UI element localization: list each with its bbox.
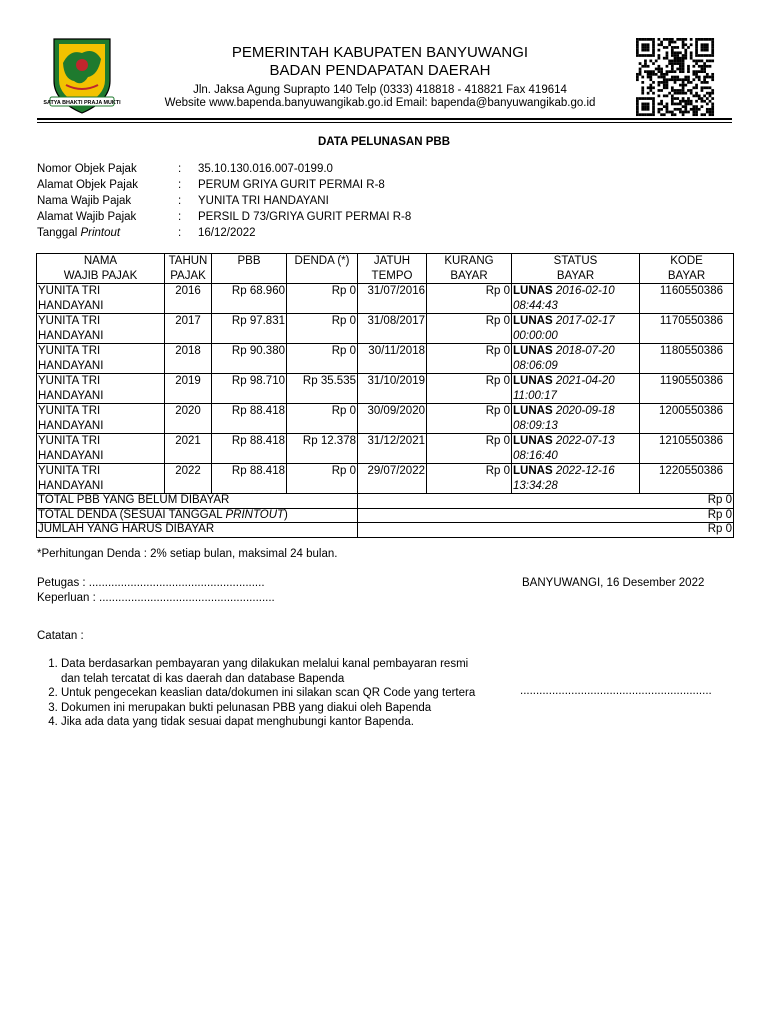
- cell-payment-code: 1190550386: [640, 374, 734, 404]
- cell-penalty: Rp 12.378: [287, 434, 358, 464]
- penalty-footnote: *Perhitungan Denda : 2% setiap bulan, maksimal 24 bulan.: [37, 548, 338, 560]
- column-header-payment-code: KODE BAYAR: [640, 254, 734, 284]
- info-label: Tanggal Printout: [37, 227, 121, 239]
- cell-outstanding: Rp 0: [427, 374, 512, 404]
- table-row: [37, 314, 734, 344]
- info-colon: :: [178, 195, 182, 207]
- cell-payment-code: 1160550386: [640, 284, 734, 314]
- table-row: [37, 434, 734, 464]
- cell-status: LUNAS 2020-09-18 08:09:13: [512, 404, 640, 434]
- info-row-printout-date: [37, 227, 737, 243]
- cell-name: YUNITA TRI HANDAYANI: [37, 404, 165, 434]
- cell-outstanding: Rp 0: [427, 344, 512, 374]
- note-item: 3. Dokumen ini merupakan bukti pelunasan PBB yang diakui oleh Bapenda: [61, 701, 517, 716]
- payment-table: [36, 253, 734, 538]
- cell-status: LUNAS 2018-07-20 08:06:09: [512, 344, 640, 374]
- cell-status: LUNAS 2021-04-20 11:00:17: [512, 374, 640, 404]
- cell-penalty: Rp 0: [287, 404, 358, 434]
- cell-pbb: Rp 90.380: [212, 344, 287, 374]
- qr-code: [634, 38, 716, 116]
- cell-name: YUNITA TRI HANDAYANI: [37, 344, 165, 374]
- total-value: Rp 0: [358, 494, 734, 509]
- cell-year: 2016: [165, 284, 212, 314]
- cell-name: YUNITA TRI HANDAYANI: [37, 464, 165, 494]
- info-row-object-number: [37, 163, 737, 179]
- cell-pbb: Rp 68.960: [212, 284, 287, 314]
- info-value: PERSIL D 73/GRIYA GURIT PERMAI R-8: [198, 211, 412, 223]
- info-value: PERUM GRIYA GURIT PERMAI R-8: [198, 179, 385, 191]
- signature-line: ............................................................: [520, 685, 712, 697]
- cell-payment-code: 1200550386: [640, 404, 734, 434]
- cell-payment-code: 1180550386: [640, 344, 734, 374]
- info-row-object-address: [37, 179, 737, 195]
- header-agency-name: BADAN PENDAPATAN DAERAH: [269, 62, 491, 79]
- info-colon: :: [178, 163, 182, 175]
- cell-outstanding: Rp 0: [427, 404, 512, 434]
- table-row: [37, 374, 734, 404]
- info-row-taxpayer-address: [37, 211, 737, 227]
- cell-name: YUNITA TRI HANDAYANI: [37, 284, 165, 314]
- cell-payment-code: 1220550386: [640, 464, 734, 494]
- cell-year: 2020: [165, 404, 212, 434]
- cell-due-date: 31/10/2019: [358, 374, 427, 404]
- cell-outstanding: Rp 0: [427, 284, 512, 314]
- cell-year: 2022: [165, 464, 212, 494]
- note-item: 4. Jika ada data yang tidak sesuai dapat menghubungi kantor Bapenda.: [61, 715, 517, 730]
- place-and-date: BANYUWANGI, 16 Desember 2022: [522, 577, 705, 589]
- total-row-penalty: [37, 508, 734, 523]
- cell-outstanding: Rp 0: [427, 314, 512, 344]
- column-header-penalty: DENDA (*): [287, 254, 358, 284]
- cell-status: LUNAS 2017-02-17 00:00:00: [512, 314, 640, 344]
- cell-outstanding: Rp 0: [427, 434, 512, 464]
- cell-penalty: Rp 35.535: [287, 374, 358, 404]
- total-row-pbb: [37, 494, 734, 509]
- cell-name: YUNITA TRI HANDAYANI: [37, 434, 165, 464]
- cell-due-date: 31/08/2017: [358, 314, 427, 344]
- cell-penalty: Rp 0: [287, 344, 358, 374]
- info-label: Alamat Objek Pajak: [37, 179, 138, 191]
- table-row: [37, 344, 734, 374]
- info-value: 16/12/2022: [198, 227, 256, 239]
- column-header-year: TAHUN PAJAK: [165, 254, 212, 284]
- header-contact: Website www.bapenda.banyuwangikab.go.id Email: bapenda@banyuwangikab.go.id: [164, 97, 596, 109]
- notes-title: Catatan :: [37, 630, 84, 642]
- total-label: TOTAL DENDA (SESUAI TANGGAL PRINTOUT): [37, 508, 358, 523]
- cell-status: LUNAS 2022-07-13 08:16:40: [512, 434, 640, 464]
- cell-year: 2018: [165, 344, 212, 374]
- cell-status: LUNAS 2022-12-16 13:34:28: [512, 464, 640, 494]
- info-value: YUNITA TRI HANDAYANI: [198, 195, 329, 207]
- cell-status: LUNAS 2016-02-10 08:44:43: [512, 284, 640, 314]
- column-header-status: STATUS BAYAR: [512, 254, 640, 284]
- officer-field: Petugas : .......................................................: [37, 577, 265, 589]
- cell-name: YUNITA TRI HANDAYANI: [37, 314, 165, 344]
- header-divider-thin: [37, 122, 732, 123]
- table-row: [37, 404, 734, 434]
- cell-name: YUNITA TRI HANDAYANI: [37, 374, 165, 404]
- table-row: [37, 284, 734, 314]
- document-title: DATA PELUNASAN PBB: [317, 136, 451, 148]
- info-value: 35.10.130.016.007-0199.0: [198, 163, 333, 175]
- total-value: Rp 0: [358, 523, 734, 538]
- header-divider-thick: [37, 118, 732, 120]
- table-header-row: [37, 254, 734, 284]
- header-address: Jln. Jaksa Agung Suprapto 140 Telp (0333) 418818 - 418821 Fax 419614: [193, 84, 567, 96]
- cell-pbb: Rp 88.418: [212, 434, 287, 464]
- info-row-taxpayer-name: [37, 195, 737, 211]
- purpose-field: Keperluan : .......................................................: [37, 592, 275, 604]
- table-row: [37, 464, 734, 494]
- info-colon: :: [178, 211, 182, 223]
- info-label: Nomor Objek Pajak: [37, 163, 137, 175]
- total-label: JUMLAH YANG HARUS DIBAYAR: [37, 523, 358, 538]
- cell-penalty: Rp 0: [287, 464, 358, 494]
- total-value: Rp 0: [358, 508, 734, 523]
- total-row-amount-due: [37, 523, 734, 538]
- total-label: TOTAL PBB YANG BELUM DIBAYAR: [37, 494, 358, 509]
- info-label: Alamat Wajib Pajak: [37, 211, 137, 223]
- cell-due-date: 31/12/2021: [358, 434, 427, 464]
- cell-year: 2021: [165, 434, 212, 464]
- column-header-due-date: JATUH TEMPO: [358, 254, 427, 284]
- note-item: 1. Data berdasarkan pembayaran yang dilakukan melalui kanal pembayaran resmi dan telah tercatat di kas daerah dan database Bapenda: [61, 657, 517, 686]
- cell-due-date: 29/07/2022: [358, 464, 427, 494]
- cell-year: 2017: [165, 314, 212, 344]
- cell-due-date: 30/09/2020: [358, 404, 427, 434]
- regency-emblem-logo: [43, 35, 121, 115]
- column-header-pbb: PBB: [212, 254, 287, 284]
- cell-payment-code: 1170550386: [640, 314, 734, 344]
- notes-list: [37, 657, 517, 730]
- column-header-name: NAMA WAJIB PAJAK: [37, 254, 165, 284]
- cell-payment-code: 1210550386: [640, 434, 734, 464]
- cell-pbb: Rp 98.710: [212, 374, 287, 404]
- cell-year: 2019: [165, 374, 212, 404]
- cell-penalty: Rp 0: [287, 284, 358, 314]
- info-label: Nama Wajib Pajak: [37, 195, 132, 207]
- info-colon: :: [178, 179, 182, 191]
- cell-pbb: Rp 88.418: [212, 404, 287, 434]
- cell-due-date: 31/07/2016: [358, 284, 427, 314]
- column-header-outstanding: KURANG BAYAR: [427, 254, 512, 284]
- header-government-name: PEMERINTAH KABUPATEN BANYUWANGI: [231, 44, 529, 61]
- cell-penalty: Rp 0: [287, 314, 358, 344]
- note-item: 2. Untuk pengecekan keaslian data/dokumen ini silakan scan QR Code yang tertera: [61, 686, 517, 701]
- cell-pbb: Rp 97.831: [212, 314, 287, 344]
- cell-due-date: 30/11/2018: [358, 344, 427, 374]
- logo-motto-text: SATYA BHAKTI PRAJA MUKTI: [43, 100, 121, 106]
- info-colon: :: [178, 227, 182, 239]
- cell-outstanding: Rp 0: [427, 464, 512, 494]
- cell-pbb: Rp 88.418: [212, 464, 287, 494]
